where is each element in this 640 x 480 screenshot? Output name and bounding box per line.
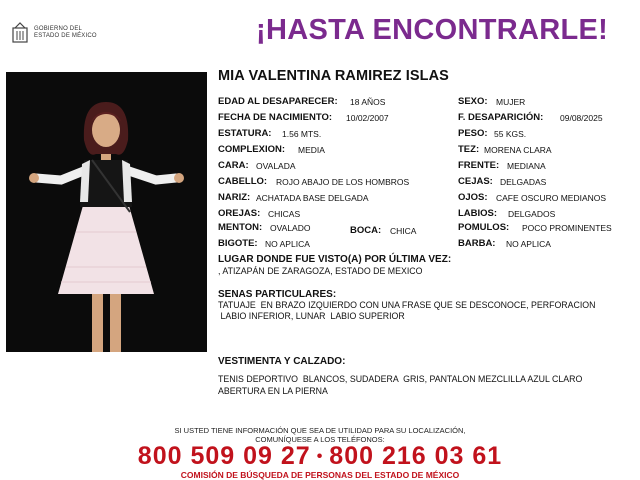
bigote-value: NO APLICA: [265, 239, 310, 249]
lugar-value: , ATIZAPÁN DE ZARAGOZA, ESTADO DE MEXICO: [218, 266, 423, 276]
barba-value: NO APLICA: [506, 239, 551, 249]
nariz-label: NARIZ:: [218, 192, 251, 203]
vestimenta-label: VESTIMENTA Y CALZADO:: [218, 356, 346, 367]
nacimiento-label: FECHA DE NACIMIENTO:: [218, 112, 332, 123]
info-line-1: SI USTED TIENE INFORMACIÓN QUE SEA DE UTILIDAD PARA SU LOCALIZACIÓN,: [174, 426, 466, 435]
bigote-label: BIGOTE:: [218, 238, 258, 249]
government-logo: [10, 20, 120, 50]
logo-text: GOBIERNO DEL ESTADO DE MÉXICO: [34, 26, 97, 39]
cabello-label: CABELLO:: [218, 176, 268, 187]
orejas-label: OREJAS:: [218, 208, 261, 219]
complexion-label: COMPLEXION:: [218, 144, 286, 155]
boca-value: CHICA: [390, 226, 417, 236]
senas-line2: LABIO INFERIOR, LUNAR LABIO SUPERIOR: [218, 311, 405, 321]
menton-label: MENTON:: [218, 222, 263, 233]
sexo-label: SEXO:: [458, 96, 488, 107]
info-line-2: COMUNÍQUESE A LOS TELÉFONOS:: [255, 435, 385, 444]
pomulos-label: POMULOS:: [458, 222, 510, 233]
estatura-label: ESTATURA:: [218, 128, 272, 139]
edad-label: EDAD AL DESAPARECER:: [218, 96, 338, 107]
phone-numbers: [0, 442, 640, 471]
peso-label: PESO:: [458, 128, 488, 139]
complexion-value: MEDIA: [298, 145, 325, 155]
peso-value: 55 KGS.: [494, 129, 527, 139]
ojos-label: OJOS:: [458, 192, 488, 203]
coat-of-arms-icon: [10, 22, 30, 44]
tez-label: TEZ:: [458, 144, 480, 155]
senas-line1: TATUAJE EN BRAZO IZQUIERDO CON UNA FRASE QUE SE DESCONOCE, PERFORACION: [218, 300, 596, 310]
person-illustration: [6, 72, 207, 352]
commission-name: COMISIÓN DE BÚSQUEDA DE PERSONAS DEL ESTADO DE MÉXICO: [180, 470, 460, 480]
cabello-value: ROJO ABAJO DE LOS HOMBROS: [276, 177, 410, 187]
senas-label: SENAS PARTICULARES:: [218, 289, 337, 300]
frente-value: MEDIANA: [507, 161, 546, 171]
headline: ¡HASTA ENCONTRARLE!: [256, 14, 609, 46]
lugar-label: LUGAR DONDE FUE VISTO(A) POR ÚLTIMA VEZ:: [218, 254, 452, 265]
tez-value: MORENA CLARA: [484, 145, 552, 155]
cejas-label: CEJAS:: [458, 176, 493, 187]
menton-value: OVALADO: [270, 223, 311, 233]
cejas-value: DELGADAS: [500, 177, 547, 187]
labios-value: DELGADOS: [508, 209, 556, 219]
pomulos-value: POCO PROMINENTES: [522, 223, 612, 233]
sexo-value: MUJER: [496, 97, 526, 107]
estatura-value: 1.56 MTS.: [282, 129, 322, 139]
nariz-value: ACHATADA BASE DELGADA: [256, 193, 369, 203]
frente-label: FRENTE:: [458, 160, 500, 171]
desaparicion-label: F. DESAPARICIÓN:: [458, 112, 544, 123]
boca-label: BOCA:: [350, 225, 382, 236]
phone-separator: •: [316, 448, 324, 466]
labios-label: LABIOS:: [458, 208, 498, 219]
desaparicion-value: 09/08/2025: [560, 113, 603, 123]
vestimenta-line2: ABERTURA EN LA PIERNA: [218, 386, 328, 396]
person-name: MIA VALENTINA RAMIREZ ISLAS: [218, 68, 449, 84]
cara-label: CARA:: [218, 160, 249, 171]
cara-value: OVALADA: [256, 161, 296, 171]
barba-label: BARBA:: [458, 238, 496, 249]
ojos-value: CAFE OSCURO MEDIANOS: [496, 193, 607, 203]
missing-person-photo: [6, 72, 207, 352]
edad-value: 18 AÑOS: [350, 97, 386, 107]
vestimenta-line1: TENIS DEPORTIVO BLANCOS, SUDADERA GRIS, PANTALON MEZCLILLA AZUL CLARO: [218, 374, 583, 384]
nacimiento-value: 10/02/2007: [346, 113, 389, 123]
phone-number-2[interactable]: 800 216 03 61: [329, 442, 503, 470]
orejas-value: CHICAS: [268, 209, 301, 219]
phone-number-1[interactable]: 800 509 09 27: [137, 442, 311, 470]
